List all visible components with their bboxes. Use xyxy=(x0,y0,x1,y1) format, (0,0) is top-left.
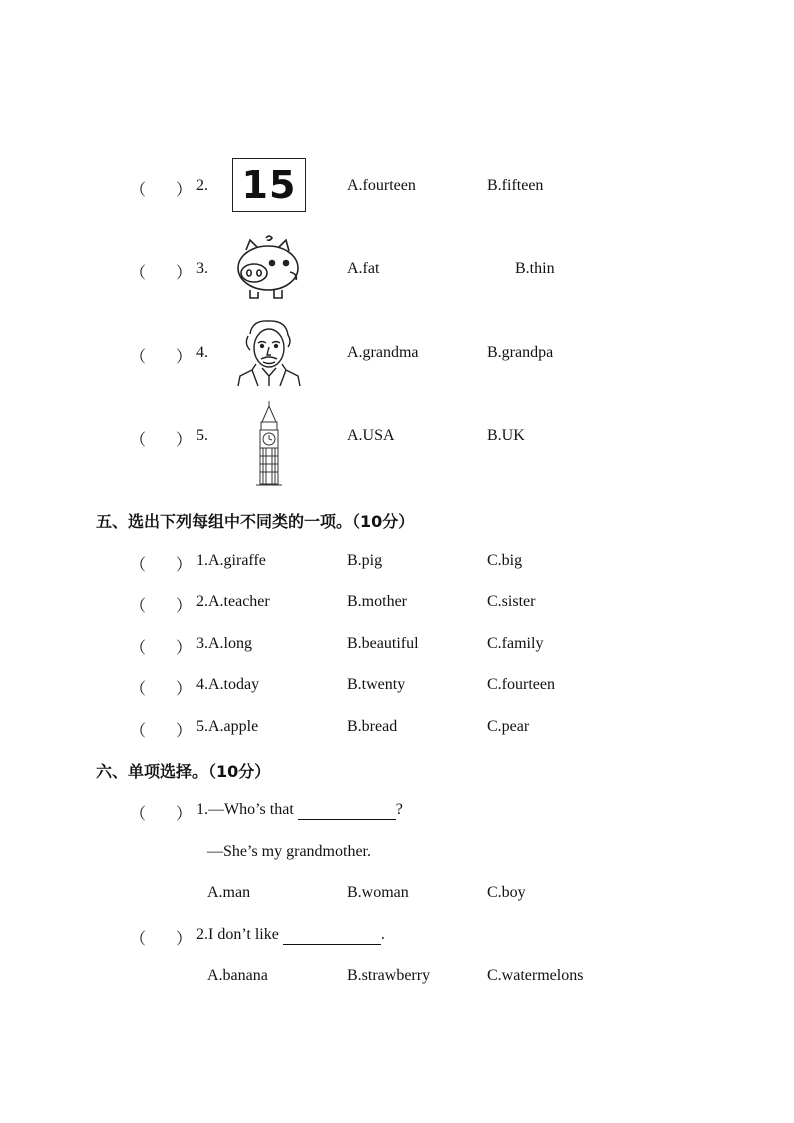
answer-paren-open[interactable]: （ xyxy=(130,806,147,823)
question-suffix: . xyxy=(380,926,385,943)
question-text xyxy=(196,926,385,945)
question-number: 3. xyxy=(196,260,208,277)
section-6-heading: 六、单项选择。（10分） xyxy=(96,762,271,781)
option-b[interactable]: B.strawberry xyxy=(347,967,431,984)
answer-paren-close: ） xyxy=(176,349,193,366)
number-15-picture: 15 xyxy=(232,158,306,212)
option-b[interactable]: B.pig xyxy=(347,552,383,569)
answer-paren-open[interactable]: （ xyxy=(130,723,147,740)
option-b[interactable]: B.UK xyxy=(487,427,525,444)
option-a[interactable]: A.fourteen xyxy=(347,177,416,194)
option-c[interactable]: C.boy xyxy=(487,884,526,901)
option-a[interactable]: 2.A.teacher xyxy=(196,593,270,610)
big-ben-icon xyxy=(254,400,284,486)
question-prefix: 1.—Who’s that xyxy=(196,801,294,818)
option-a[interactable]: A.fat xyxy=(347,260,380,277)
option-c[interactable]: C.sister xyxy=(487,593,536,610)
answer-paren-open[interactable]: （ xyxy=(130,598,147,615)
option-b[interactable]: B.bread xyxy=(347,718,398,735)
answer-paren-open[interactable]: （ xyxy=(130,931,147,948)
answer-blank[interactable] xyxy=(298,801,396,820)
option-c[interactable]: C.watermelons xyxy=(487,967,584,984)
option-b[interactable]: B.woman xyxy=(347,884,409,901)
answer-paren-close: ） xyxy=(176,557,193,574)
question-number: 2. xyxy=(196,177,208,194)
option-c[interactable]: C.family xyxy=(487,635,544,652)
option-a[interactable]: A.grandma xyxy=(347,344,419,361)
option-c[interactable]: C.pear xyxy=(487,718,530,735)
question-number: 4. xyxy=(196,344,208,361)
option-a[interactable]: A.man xyxy=(207,884,251,901)
question-prefix: 2.I don’t like xyxy=(196,926,279,943)
grandpa-icon xyxy=(236,318,302,386)
option-c[interactable]: C.fourteen xyxy=(487,676,555,693)
option-a[interactable]: 4.A.today xyxy=(196,676,260,693)
answer-paren-close: ） xyxy=(176,640,193,657)
answer-paren-open[interactable]: （ xyxy=(130,557,147,574)
answer-paren-close: ） xyxy=(176,681,193,698)
option-a[interactable]: A.USA xyxy=(347,427,395,444)
question-text xyxy=(196,801,403,820)
answer-paren-close: ） xyxy=(176,806,193,823)
option-b[interactable]: B.thin xyxy=(515,260,555,277)
answer-paren-close: ） xyxy=(176,598,193,615)
question-reply: —She’s my grandmother. xyxy=(207,843,371,860)
answer-paren-open[interactable]: （ xyxy=(130,681,147,698)
answer-paren-open[interactable]: （ xyxy=(130,349,147,366)
option-b[interactable]: B.grandpa xyxy=(487,344,554,361)
option-c[interactable]: C.big xyxy=(487,552,523,569)
answer-paren-close: ） xyxy=(176,723,193,740)
section-5-heading: 五、选出下列每组中不同类的一项。（10分） xyxy=(96,512,415,531)
answer-blank[interactable] xyxy=(283,926,381,945)
option-b[interactable]: B.mother xyxy=(347,593,407,610)
pig-icon xyxy=(232,232,304,304)
option-b[interactable]: B.fifteen xyxy=(487,177,544,194)
question-suffix: ? xyxy=(395,801,403,818)
answer-paren-open[interactable]: （ xyxy=(130,265,147,282)
answer-paren-close: ） xyxy=(176,931,193,948)
option-a[interactable]: 3.A.long xyxy=(196,635,252,652)
answer-paren-close: ） xyxy=(176,182,193,199)
question-number: 5. xyxy=(196,427,208,444)
option-a[interactable]: 5.A.apple xyxy=(196,718,259,735)
answer-paren-open[interactable]: （ xyxy=(130,182,147,199)
answer-paren-open[interactable]: （ xyxy=(130,640,147,657)
answer-paren-close: ） xyxy=(176,265,193,282)
option-a[interactable]: 1.A.giraffe xyxy=(196,552,266,569)
answer-paren-open[interactable]: （ xyxy=(130,432,147,449)
option-a[interactable]: A.banana xyxy=(207,967,268,984)
answer-paren-close: ） xyxy=(176,432,193,449)
option-b[interactable]: B.twenty xyxy=(347,676,406,693)
option-b[interactable]: B.beautiful xyxy=(347,635,419,652)
